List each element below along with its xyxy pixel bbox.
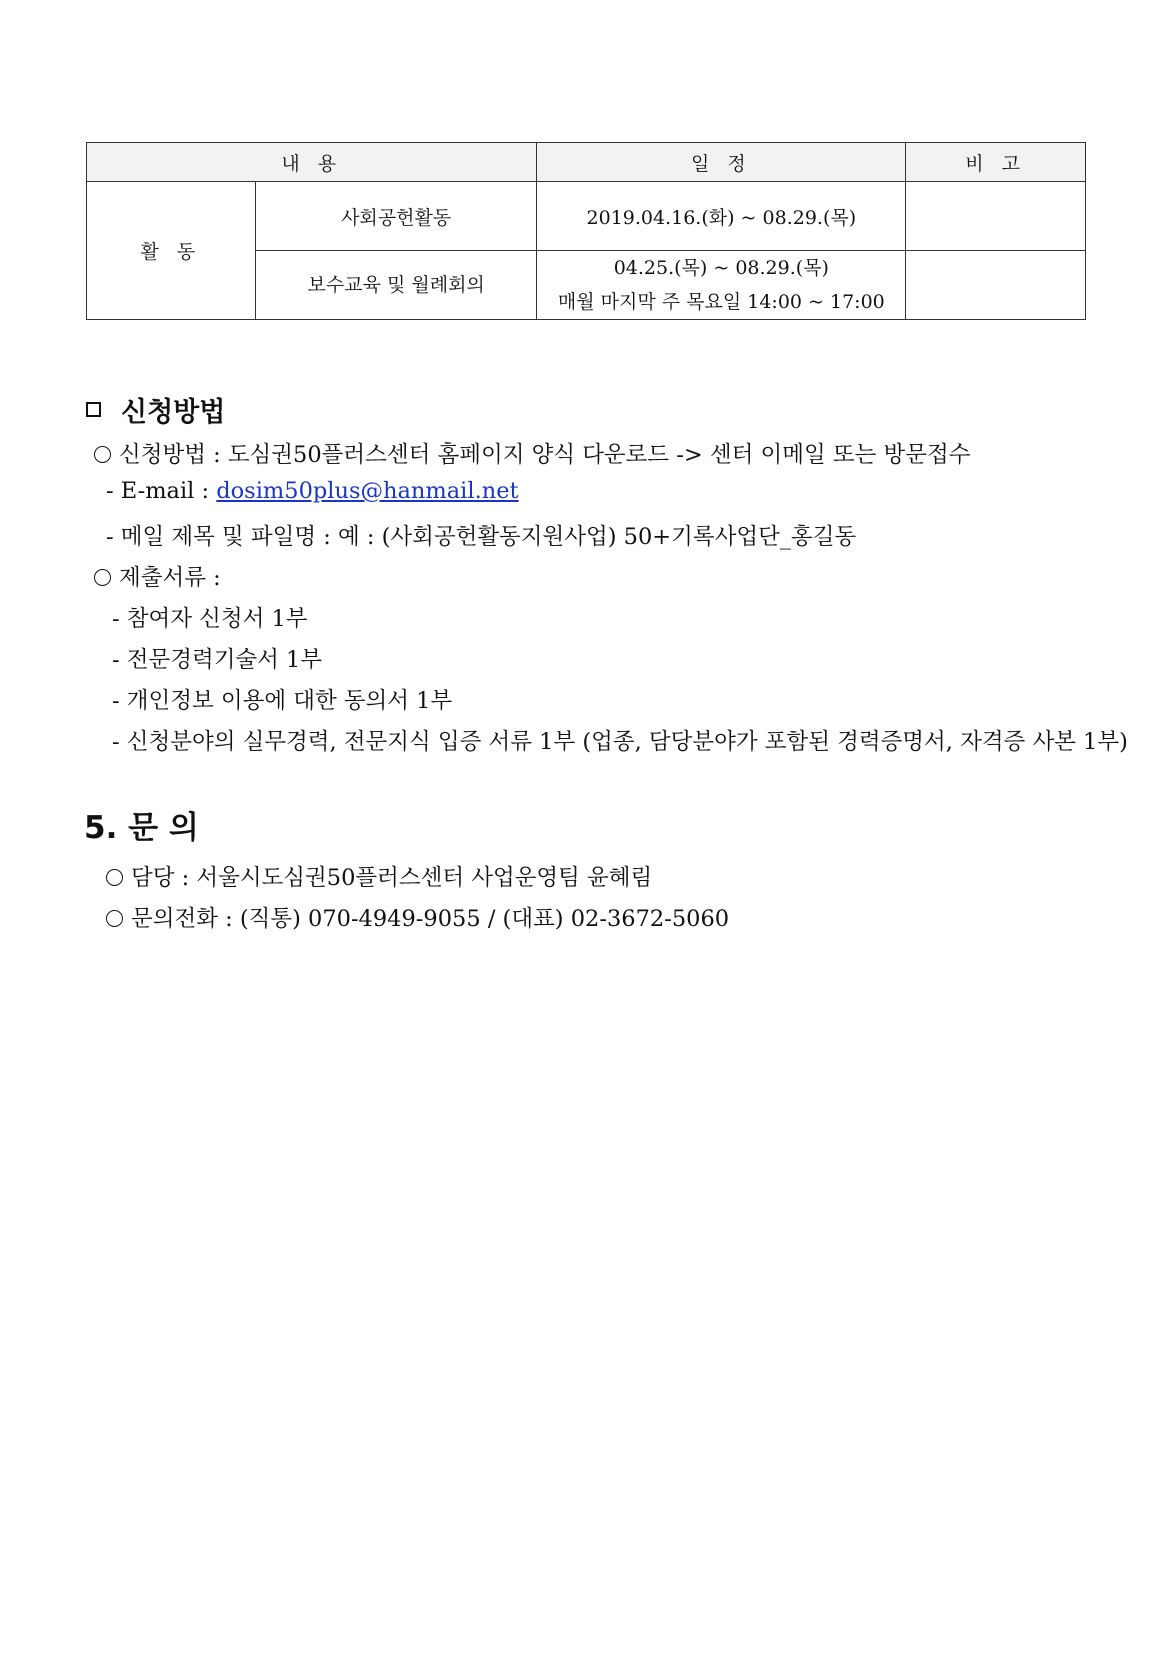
documents-label: 제출서류 : — [119, 565, 221, 591]
row-note — [906, 182, 1086, 251]
phone-text: 문의전화 : (직통) 070-4949-9055 / (대표) 02-3672-5060 — [131, 906, 730, 932]
row-content: 보수교육 및 월례회의 — [255, 251, 537, 320]
schedule-table — [86, 142, 1086, 320]
phone-line — [106, 901, 729, 933]
list-item: - 참여자 신청서 1부 — [112, 606, 308, 632]
row-note — [906, 251, 1086, 320]
inquiry-heading: 5. 문 의 — [84, 810, 199, 846]
list-item: - 신청분야의 실무경력, 전문지식 입증 서류 1부 (업종, 담당분야가 포함된 경력증명서, 자격증 사본 1부) — [112, 729, 1128, 755]
application-heading — [86, 390, 225, 429]
schedule-line: 04.25.(목) ~ 08.29.(목) — [613, 257, 829, 279]
subject-line: - 메일 제목 및 파일명 : 예 : (사회공헌활동지원사업) 50+기록사업단_홍길동 — [106, 524, 857, 550]
contact-text: 담당 : 서울시도심권50플러스센터 사업운영팀 윤혜림 — [131, 865, 653, 891]
list-item: - 개인정보 이용에 대한 동의서 1부 — [112, 688, 453, 714]
table-row — [87, 182, 1086, 251]
activity-group-label: 활 동 — [87, 182, 256, 320]
header-schedule: 일 정 — [537, 143, 906, 182]
email-prefix: - E-mail : — [106, 478, 217, 504]
schedule-line: 매월 마지막 주 목요일 14:00 ~ 17:00 — [557, 291, 885, 313]
contact-line — [106, 860, 652, 892]
circle-bullet-icon — [94, 569, 111, 586]
email-line — [106, 478, 519, 504]
table-header-row — [87, 143, 1086, 182]
header-note: 비 고 — [906, 143, 1086, 182]
application-heading-text: 신청방법 — [121, 397, 226, 428]
circle-bullet-icon — [106, 910, 123, 927]
row-schedule — [537, 182, 906, 251]
header-content: 내 용 — [87, 143, 537, 182]
row-content: 사회공헌활동 — [255, 182, 537, 251]
method-text: 신청방법 : 도심권50플러스센터 홈페이지 양식 다운로드 -> 센터 이메일 또는 방문접수 — [119, 442, 971, 468]
schedule-line: 2019.04.16.(화) ~ 08.29.(목) — [586, 206, 857, 229]
email-link[interactable]: dosim50plus@hanmail.net — [216, 478, 519, 504]
row-schedule — [537, 251, 906, 320]
list-item: - 전문경력기술서 1부 — [112, 647, 323, 673]
circle-bullet-icon — [94, 446, 111, 463]
documents-label-line — [94, 560, 221, 592]
method-line — [94, 437, 970, 469]
square-bullet-icon — [86, 402, 101, 417]
circle-bullet-icon — [106, 869, 123, 886]
